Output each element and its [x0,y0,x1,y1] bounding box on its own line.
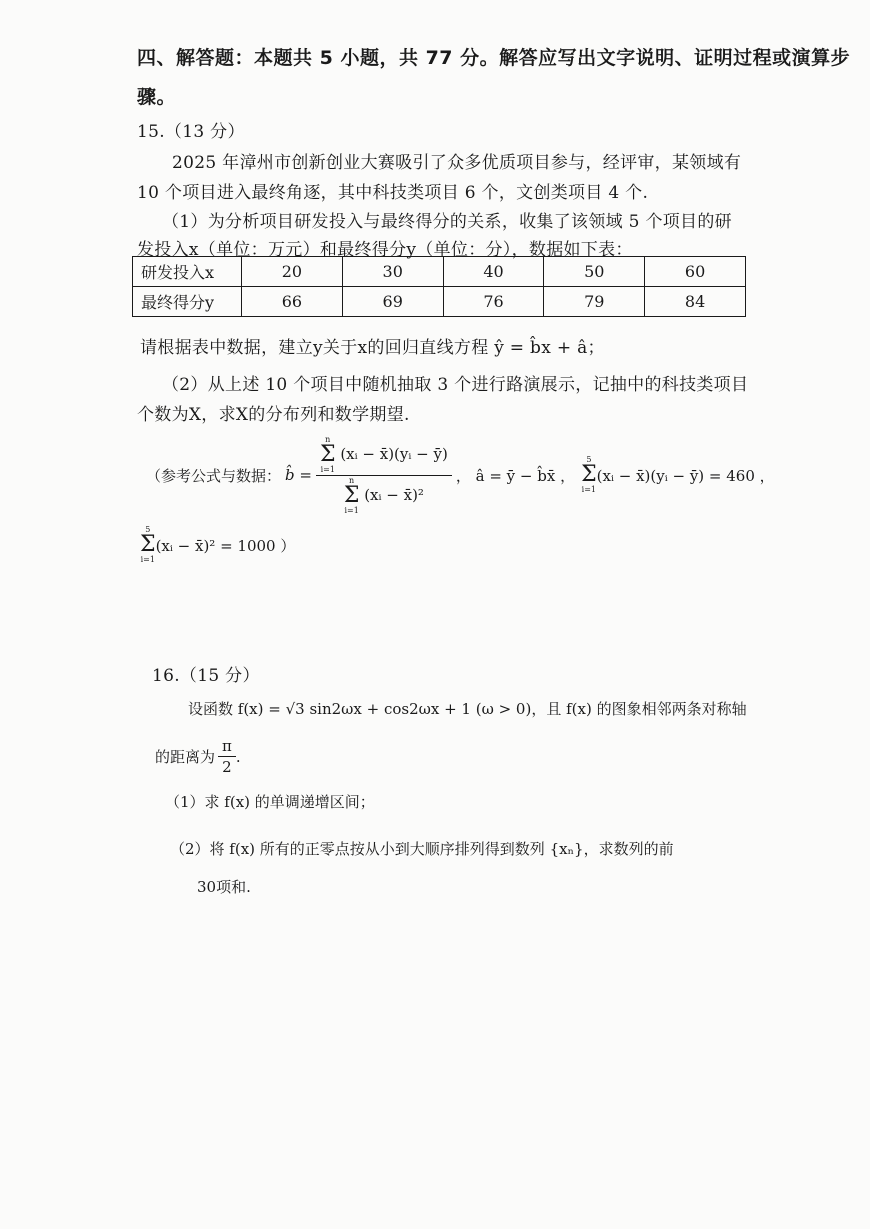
fraction-denominator [316,476,452,515]
table-cell: 79 [544,287,645,317]
sum-xx-value: (xᵢ − x̄)² = 1000 ） [155,536,296,555]
table-cell: 50 [544,257,645,287]
question-15-part2-cont: 个数为X，求X的分布列和数学期望. [137,405,410,425]
table-cell: 60 [645,257,746,287]
reference-formulas-cont [140,520,295,570]
fraction-numerator [316,436,452,476]
table-cell: 84 [645,287,746,317]
question-15-part2: （2）从上述 10 个项目中随机抽取 3 个进行路演展示，记抽中的科技类项目 [162,375,749,395]
table-cell: 40 [443,257,544,287]
numerator-term: (xᵢ − x̄)(yᵢ − ȳ) [340,444,448,463]
table-cell: 76 [443,287,544,317]
table-row [133,287,746,317]
question-15-number: 15.（13 分） [137,122,245,142]
question-15-part1: （1）为分析项目研发投入与最终得分的关系，收集了该领域 5 个项目的研 [162,212,732,232]
question-15-intro: 2025 年漳州市创新创业大赛吸引了众多优质项目参与，经评审，某领域有 [172,153,742,173]
table-cell: 66 [242,287,343,317]
question-16-stem: 设函数 f(x) = √3 sin2ωx + cos2ωx + 1 (ω > 0)，且 f(x) 的图象相邻两条对称轴 [188,700,747,718]
sigma-symbol: 5 Σ i=1 [581,455,597,494]
period: . [235,747,241,766]
question-16-number: 16.（15 分） [152,666,260,686]
distance-text: 的距离为 [155,748,216,766]
table-row [133,257,746,287]
b-hat-symbol: b̂ = [285,466,312,484]
question-16-part2-cont: 30项和. [197,878,251,896]
section-heading-cont: 骤。 [137,86,177,108]
fraction-numerator: π [218,737,236,757]
reference-formulas [146,430,775,520]
sigma-symbol: n Σ i=1 [343,475,360,515]
section-heading: 四、解答题：本题共 5 小题，共 77 分。解答应写出文字说明、证明过程或演算步 [137,47,851,69]
fraction-denominator: 2 [222,758,232,776]
question-16-part1: （1）求 f(x) 的单调递增区间； [165,793,375,811]
table-cell: 69 [342,287,443,317]
question-16-stem-cont [155,737,241,776]
sigma-symbol: n Σ i=1 [319,434,336,474]
table-cell: 20 [242,257,343,287]
row-label-y: 最终得分y [133,287,242,317]
data-table [132,256,746,317]
denominator-term: (xᵢ − x̄)² [364,485,424,504]
question-15-part1-cont: 发投入x（单位：万元）和最终得分y（单位：分），数据如下表： [137,240,633,260]
row-label-x: 研发投入x [133,257,242,287]
table-cell: 30 [342,257,443,287]
sigma-symbol: 5 Σ i=1 [140,525,156,564]
pi-over-two [218,737,236,776]
question-15-intro-cont: 10 个项目进入最终角逐，其中科技类项目 6 个，文创类项目 4 个. [137,183,649,203]
b-hat-fraction [316,436,452,515]
regression-instruction: 请根据表中数据，建立y关于x的回归直线方程 ŷ = b̂x + â； [140,338,605,358]
sum-xy-value: (xᵢ − x̄)(yᵢ − ȳ) = 460 ， [596,466,775,485]
reference-label: （参考公式与数据： [146,466,282,485]
a-hat-formula: ， â = ȳ − b̂x̄ ， [455,466,576,485]
question-16-part2: （2）将 f(x) 所有的正零点按从小到大顺序排列得到数列 {xₙ}，求数列的前 [170,840,674,858]
